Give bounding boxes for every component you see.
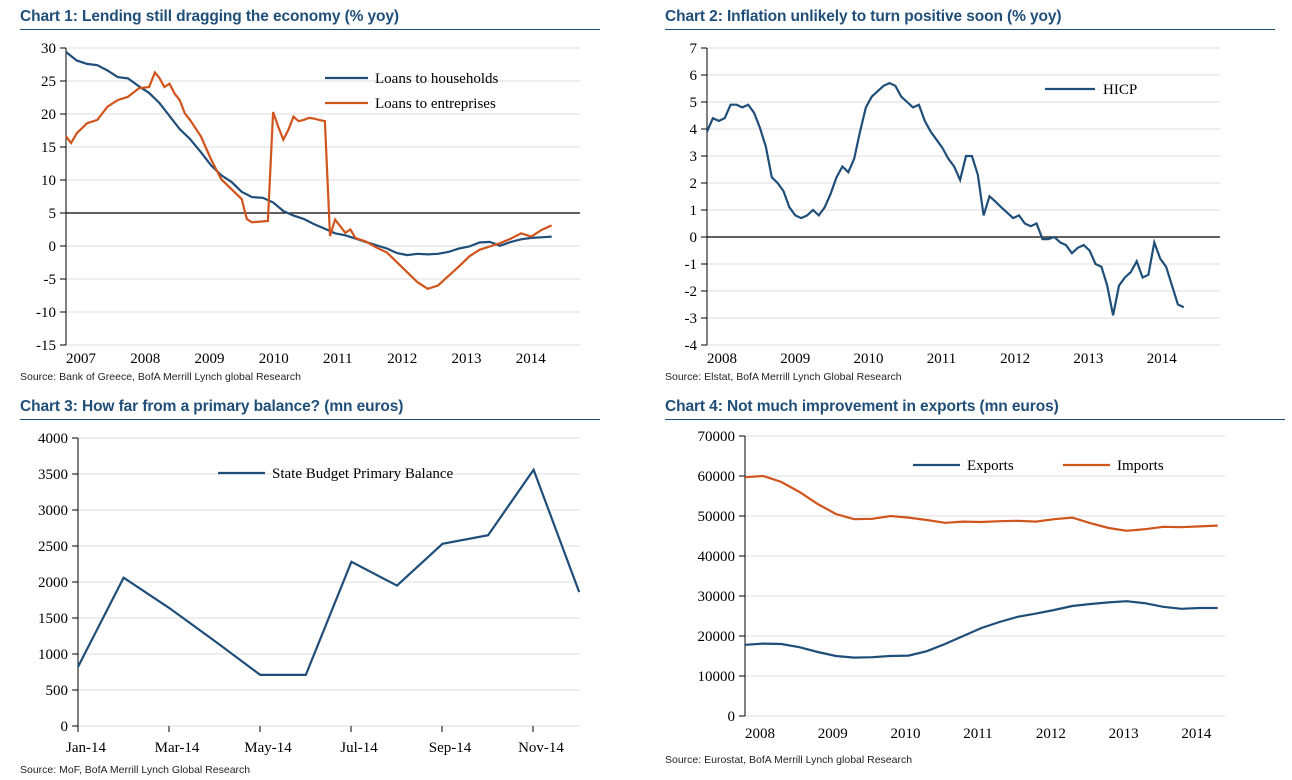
chart3-xtick: Mar-14 [154, 740, 200, 756]
chart4-ytick: 30000 [697, 589, 735, 605]
chart2-xtick: 2008 [707, 351, 737, 365]
chart4-ytick: 10000 [697, 669, 735, 685]
chart1-svg [20, 30, 600, 365]
chart3-source: Source: MoF, BofA Merrill Lynch Global Research [20, 764, 251, 776]
chart1-xtick: 2009 [194, 351, 225, 365]
chart2-ytick: 2 [689, 176, 697, 192]
chart3-legend [218, 466, 454, 482]
chart3-y-tick-labels [38, 431, 68, 735]
chart2-ytick: -2 [684, 284, 697, 300]
chart1-xtick: 2008 [130, 351, 161, 365]
chart2-ytick: 4 [689, 122, 697, 138]
chart2-title: Chart 2: Inflation unlikely to turn positive soon (% yoy) [665, 8, 1275, 30]
chart1-ytick: -10 [36, 305, 56, 321]
chart1-xtick: 2012 [387, 351, 418, 365]
chart1-ytick: 25 [41, 74, 56, 90]
chart4-series-exports [745, 601, 1218, 657]
chart4-y-tick-labels [698, 429, 736, 725]
chart3-plot [20, 420, 600, 760]
chart1-xtick: 2011 [323, 351, 353, 365]
chart4-ytick: 50000 [697, 509, 735, 525]
chart3-series-primary-balance [78, 470, 579, 675]
chart2-xtick: 2012 [1000, 351, 1031, 365]
chart4-legend [913, 458, 1164, 474]
chart3-xtick: Sep-14 [428, 740, 472, 756]
chart2-ytick: 6 [689, 68, 697, 84]
chart3-ytick: 3000 [38, 503, 68, 519]
chart2-plot [665, 30, 1275, 365]
chart2-gridlines [707, 48, 1220, 345]
chart1-ytick: -5 [43, 272, 56, 288]
chart1-plot [20, 30, 600, 365]
chart3-x-ticks [78, 726, 533, 732]
chart4-xtick: 2008 [745, 726, 775, 742]
chart3-xtick: May-14 [244, 740, 292, 756]
chart4-xtick: 2012 [1035, 726, 1066, 742]
chart4-xtick: 2009 [817, 726, 848, 742]
chart2-xtick: 2011 [926, 351, 957, 365]
chart4-ytick: 60000 [697, 469, 735, 485]
chart3-title: Chart 3: How far from a primary balance? (mn euros) [20, 398, 600, 420]
chart1-ytick: 10 [41, 173, 56, 189]
chart2-xtick: 2009 [780, 351, 811, 365]
chart2-ytick: -3 [684, 311, 697, 327]
chart3-xtick: Jul-14 [340, 740, 378, 756]
chart3-xtick: Nov-14 [518, 740, 564, 756]
chart4-legend-label-2: Imports [1117, 458, 1164, 474]
chart3-ytick: 1000 [38, 647, 68, 663]
chart1-title: Chart 1: Lending still dragging the economy (% yoy) [20, 8, 600, 30]
chart3-legend-label-1: State Budget Primary Balance [272, 466, 454, 482]
chart4-plot [665, 420, 1285, 750]
chart3-ytick: 4000 [38, 431, 68, 447]
chart1-xtick: 2010 [258, 351, 289, 365]
chart1-xtick: 2007 [66, 351, 96, 365]
chart1-y-ticks [60, 48, 66, 345]
chart4-series-imports [745, 476, 1218, 531]
chart3-ytick: 1500 [38, 611, 68, 627]
chart4-ytick: 20000 [697, 629, 735, 645]
chart1-ytick: 0 [48, 239, 56, 255]
chart4-source: Source: Eurostat, BofA Merrill Lynch global Research [665, 754, 913, 766]
chart1-legend-label-2: Loans to entreprises [375, 96, 496, 112]
chart2-ytick: -1 [684, 257, 697, 273]
chart4-y-ticks [739, 436, 745, 716]
chart1-ytick: 5 [48, 206, 56, 222]
chart2-source: Source: Elstat, BofA Merrill Lynch Global Research [665, 371, 902, 383]
chart2-ytick: 3 [689, 149, 697, 165]
chart2-ytick: -4 [684, 338, 697, 354]
chart1-xtick: 2013 [451, 351, 482, 365]
chart3-ytick: 3500 [38, 467, 68, 483]
chart2-y-ticks [701, 48, 707, 345]
chart1-source: Source: Bank of Greece, BofA Merrill Lynch global Research [20, 371, 301, 383]
chart3-x-tick-labels [66, 740, 564, 756]
panel-chart2 [665, 8, 1275, 383]
chart3-ytick: 500 [45, 683, 68, 699]
chart4-title: Chart 4: Not much improvement in exports (mn euros) [665, 398, 1285, 420]
chart4-xtick: 2013 [1108, 726, 1139, 742]
chart1-y-tick-labels [36, 41, 56, 354]
chart1-x-tick-labels [66, 351, 546, 365]
chart1-ytick: 15 [41, 140, 56, 156]
chart2-legend-label-1: HICP [1103, 82, 1138, 98]
chart3-ytick: 2500 [38, 539, 68, 555]
chart3-svg [20, 420, 600, 760]
chart4-gridlines [745, 436, 1225, 716]
chart3-ytick: 2000 [38, 575, 68, 591]
chart4-ytick: 0 [727, 709, 735, 725]
chart4-svg [665, 420, 1285, 750]
chart1-xtick: 2014 [515, 351, 546, 365]
chart2-xtick: 2014 [1146, 351, 1177, 365]
chart1-gridlines [66, 48, 580, 345]
chart1-ytick: 30 [41, 41, 56, 57]
chart4-x-tick-labels [745, 726, 1212, 742]
chart2-ytick: 0 [689, 230, 697, 246]
chart2-y-tick-labels [685, 41, 698, 354]
chart4-ytick: 40000 [697, 549, 735, 565]
chart4-legend-label-1: Exports [967, 458, 1014, 474]
chart2-ytick: 1 [689, 203, 697, 219]
chart4-ytick: 70000 [697, 429, 735, 445]
chart3-y-ticks [72, 438, 78, 726]
chart3-xtick: Jan-14 [66, 740, 106, 756]
panel-chart4 [665, 398, 1285, 766]
chart2-xtick: 2010 [853, 351, 884, 365]
chart1-ytick: 20 [41, 107, 56, 123]
chart2-series-hicp [707, 83, 1184, 315]
chart2-ytick: 5 [689, 95, 697, 111]
chart2-x-tick-labels [707, 351, 1177, 365]
chart4-xtick: 2011 [963, 726, 993, 742]
chart2-legend [1045, 82, 1137, 98]
chart4-xtick: 2010 [890, 726, 921, 742]
chart2-svg [665, 30, 1275, 365]
chart1-legend-label-1: Loans to households [375, 71, 499, 87]
chart1-legend [325, 71, 498, 112]
chart2-xtick: 2013 [1073, 351, 1104, 365]
chart3-ytick: 0 [60, 719, 68, 735]
chart2-ytick: 7 [689, 41, 697, 57]
panel-chart3 [20, 398, 600, 776]
chart4-xtick: 2014 [1181, 726, 1212, 742]
panel-chart1 [20, 8, 600, 383]
chart1-ytick: -15 [36, 338, 56, 354]
